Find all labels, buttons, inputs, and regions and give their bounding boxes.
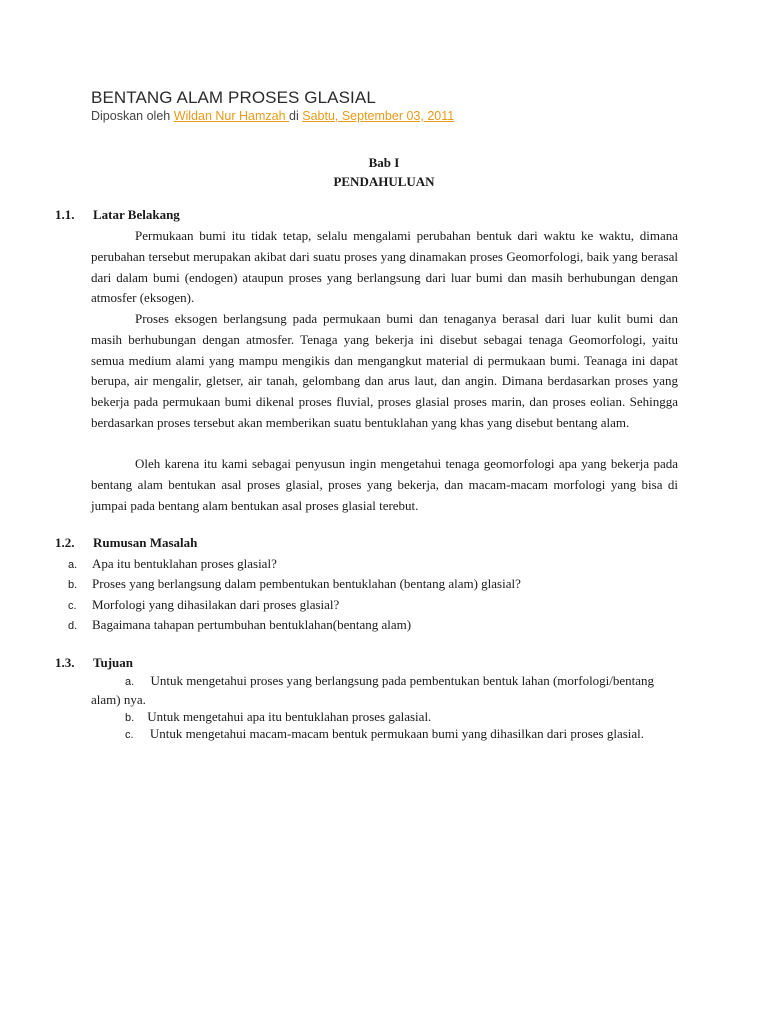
list-item [68, 617, 411, 633]
section-number: 1.3. [55, 655, 75, 670]
goal-marker: c. [125, 729, 134, 741]
post-title: BENTANG ALAM PROSES GLASIAL [91, 88, 376, 107]
list-item [68, 556, 277, 572]
list-marker: d. [68, 620, 78, 632]
list-marker: c. [68, 600, 77, 612]
goal-marker: b. [125, 712, 135, 724]
paragraph-latar-1: Permukaan bumi itu tidak tetap, selalu mengalami perubahan bentuk dari waktu ke waktu, dimana perubahan tersebut merupakan akibat dari suatu proses yang dinamakan proses Geomorfologi, baik yang berasal dari dalam bumi (endogen) ataupun proses yang berlangsung dari luar bumi dan masih berhubungan dengan atmosfer (eksogen). [91, 228, 678, 306]
section-number: 1.1. [55, 207, 75, 222]
section-title: Latar Belakang [93, 207, 180, 222]
list-text: Morfologi yang dihasilakan dari proses glasial? [92, 597, 340, 612]
list-text: Apa itu bentuklahan proses glasial? [92, 556, 277, 571]
goal-item [91, 672, 681, 709]
section-number: 1.2. [55, 535, 75, 550]
meta-prefix: Diposkan oleh [91, 109, 174, 123]
section-heading-tujuan [55, 655, 133, 671]
paragraph-latar-3: Oleh karena itu kami sebagai penyusun ingin mengetahui tenaga geomorfologi apa yang bekerja pada bentang alam bentukan asal proses glasial, proses yang bekerja, dan macam-macam morfologi yang bisa di jumpai pada bentang alam bentukan asal proses glasial terebut. [91, 456, 678, 513]
list-marker: b. [68, 579, 78, 591]
section-title: Tujuan [93, 655, 133, 670]
list-text: Proses yang berlangsung dalam pembentukan bentuklahan (bentang alam) glasial? [92, 576, 521, 591]
list-text: Bagaimana tahapan pertumbuhan bentuklahan(bentang alam) [92, 617, 412, 632]
goal-item [91, 725, 681, 744]
section-heading-latar-belakang [55, 207, 180, 223]
paragraph-latar-2: Proses eksogen berlangsung pada permukaan bumi dan tenaganya berasal dari luar kulit bumi dan masih berhubungan dengan atmosfer. Tenaga yang bekerja ini disebut sebagai tenaga Geomorfologi, yaitu semua medium alami yang mampu mengikis dan mengangkut material di permukaan bumi. Teanaga ini dapat berupa, air mengalir, gletser, air tanah, gelombang dan arus laut, dan angin. Dimana berdasarkan proses yang bekerja pada permukaan bumi dikenal proses fluvial, proses glasial proses marin, dan proses eolian. Sehingga berdasarkan proses tersebut akan memberikan suatu bentuklahan yang khas yang disebut bentang alam. [91, 311, 678, 430]
post-meta [91, 109, 454, 123]
chapter-label: Bab I [368, 155, 400, 170]
date-link[interactable]: Sabtu, September 03, 2011 [302, 109, 455, 123]
list-marker: a. [68, 559, 78, 571]
list-item [68, 597, 339, 613]
list-item [68, 576, 521, 592]
goal-text: Untuk mengetahui proses yang berlangsung pada pembentukan bentuk lahan (morfologi/bentang alam) nya. [91, 673, 655, 707]
section-title: Rumusan Masalah [93, 535, 198, 550]
goal-marker: a. [125, 676, 135, 688]
goal-text: Untuk mengetahui apa itu bentuklahan proses galasial. [147, 709, 432, 724]
chapter-title: PENDAHULUAN [333, 174, 435, 189]
section-heading-rumusan-masalah [55, 535, 197, 551]
goal-text: Untuk mengetahui macam-macam bentuk permukaan bumi yang dihasilkan dari proses glasial. [149, 726, 645, 741]
author-link[interactable]: Wildan Nur Hamzah [173, 109, 290, 123]
meta-middle: di [289, 109, 303, 123]
